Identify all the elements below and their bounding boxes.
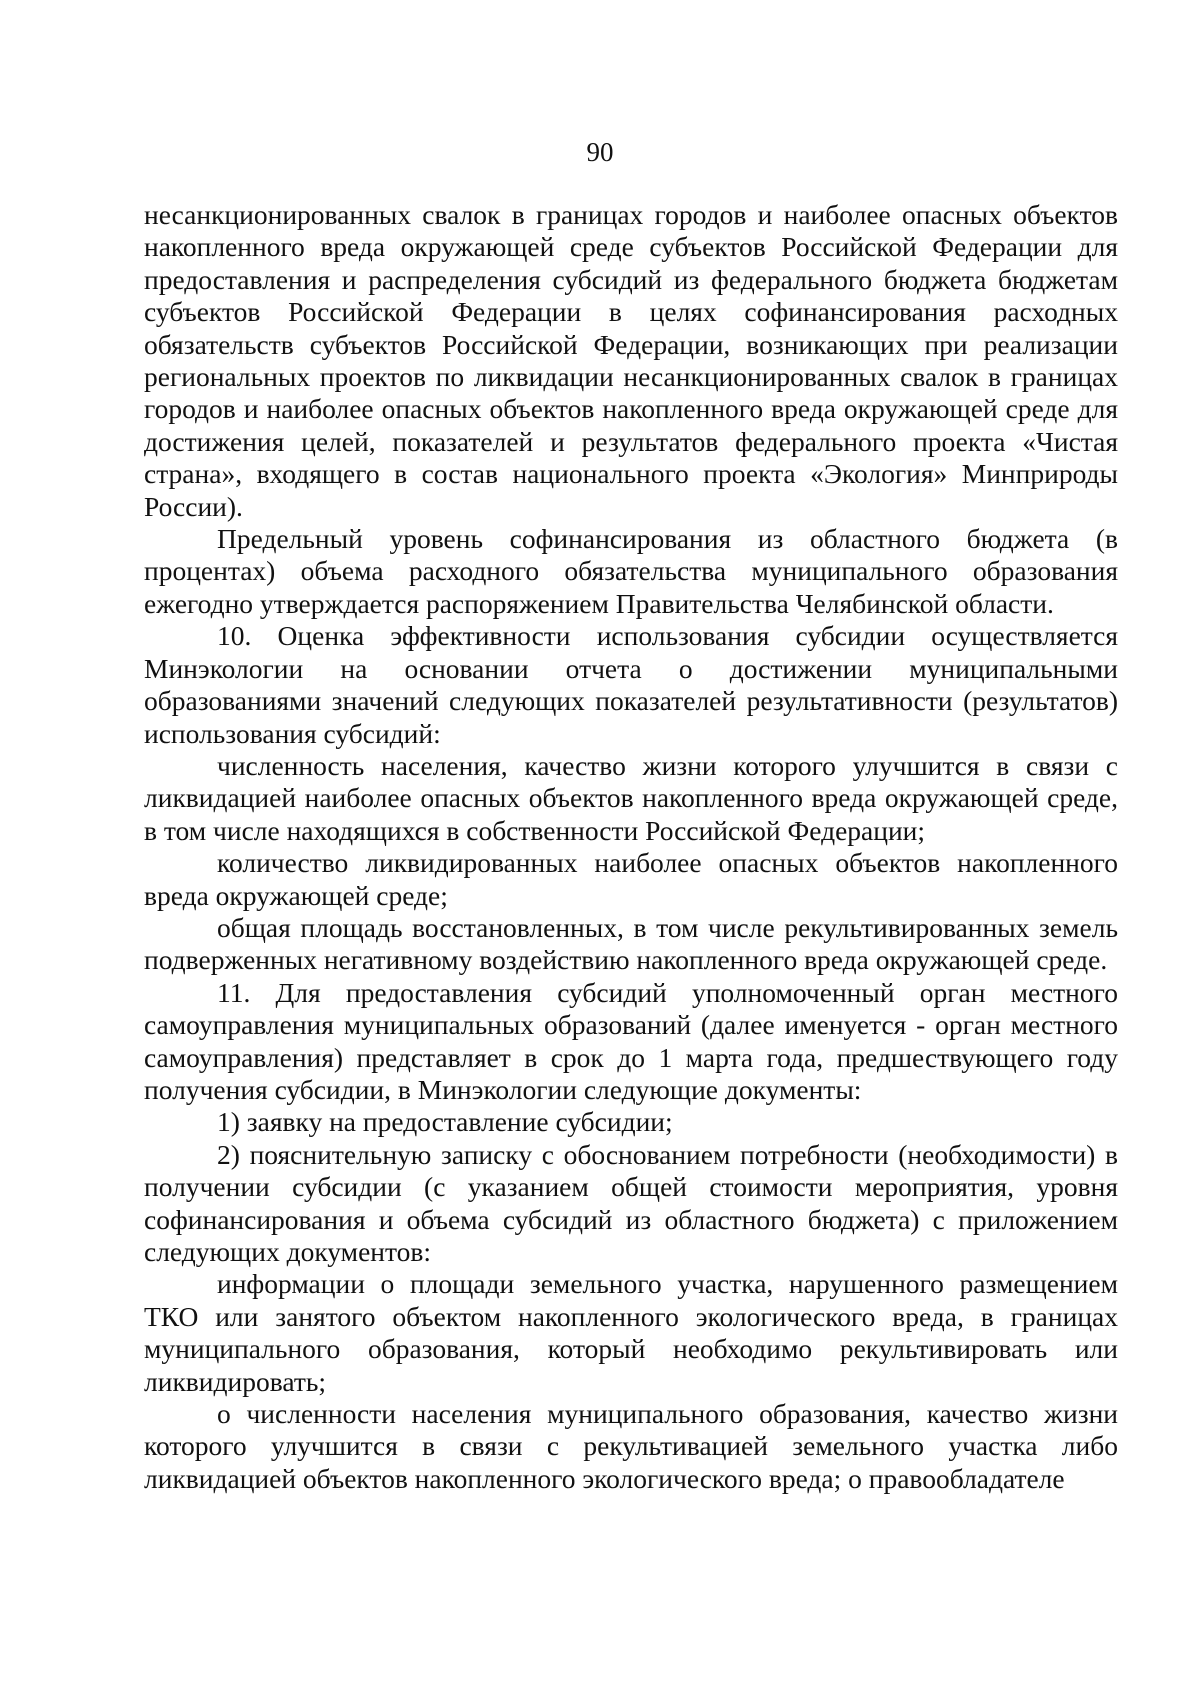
paragraph-item-11: 11. Для предоставления субсидий уполномоченный орган местного самоуправления муниципальных образований (далее именуется - орган местного самоуправления) представляет в срок до 1 марта года, предшествующего году получения субсидии, в Минэкологии следующие документы: (144, 976, 1118, 1105)
paragraph-indicator-area: общая площадь восстановленных, в том числе рекультивированных земель подверженных негативному воздействию накопленного вреда окружающей среде. (144, 911, 1118, 976)
paragraph-land-area-info: информации о площади земельного участка, нарушенного размещением ТКО или занятого объектом накопленного экологического вреда, в границах муниципального образования, который необходимо рекультивировать или ликвидировать; (144, 1268, 1118, 1397)
paragraph-cofinancing-level: Предельный уровень софинансирования из областного бюджета (в процентах) объема расходного обязательства муниципального образования ежегодно утверждается распоряжением Правительства Челябинской области. (144, 523, 1118, 619)
paragraph-list-item-1: 1) заявку на предоставление субсидии; (217, 1106, 673, 1138)
paragraph-item-10: 10. Оценка эффективности использования субсидии осуществляется Минэкологии на основании отчета о достижении муниципальными образованиями значений следующих показателей результативности (результатов) использования субсидий: (144, 620, 1118, 749)
page-number: 90 (586, 137, 614, 167)
document-body (144, 199, 1118, 1495)
paragraph-population-info: о численности населения муниципального образования, качество жизни которого улучшится в связи с рекультивацией земельного участка либо ликвидацией объектов накопленного экологического вреда; о правообладателе (144, 1398, 1118, 1494)
paragraph-list-item-2: 2) пояснительную записку с обоснованием потребности (необходимости) в получении субсидии (с указанием общей стоимости мероприятия, уровня софинансирования и объема субсидий из областного бюджета) с приложением следующих документов: (144, 1138, 1118, 1267)
paragraph-indicator-population: численность населения, качество жизни которого улучшится в связи с ликвидацией наиболее опасных объектов накопленного вреда окружающей среде, в том числе находящихся в собственности Российской Федерации; (144, 749, 1118, 846)
paragraph-continuation: несанкционированных свалок в границах городов и наиболее опасных объектов накопленного вреда окружающей среде субъектов Российской Федерации для предоставления и распределения субсидий из федерального бюджета бюджетам субъектов Российской Федерации в целях софинансирования расходных обязательств субъектов Российской Федерации, возникающих при реализации региональных проектов по ликвидации несанкционированных свалок в границах городов и наиболее опасных объектов накопленного вреда окружающей среде для достижения целей, показателей и результатов федерального проекта «Чистая страна», входящего в состав национального проекта «Экология» Минприроды России). (144, 199, 1118, 522)
paragraph-indicator-objects: количество ликвидированных наиболее опасных объектов накопленного вреда окружающей среде; (144, 847, 1118, 911)
